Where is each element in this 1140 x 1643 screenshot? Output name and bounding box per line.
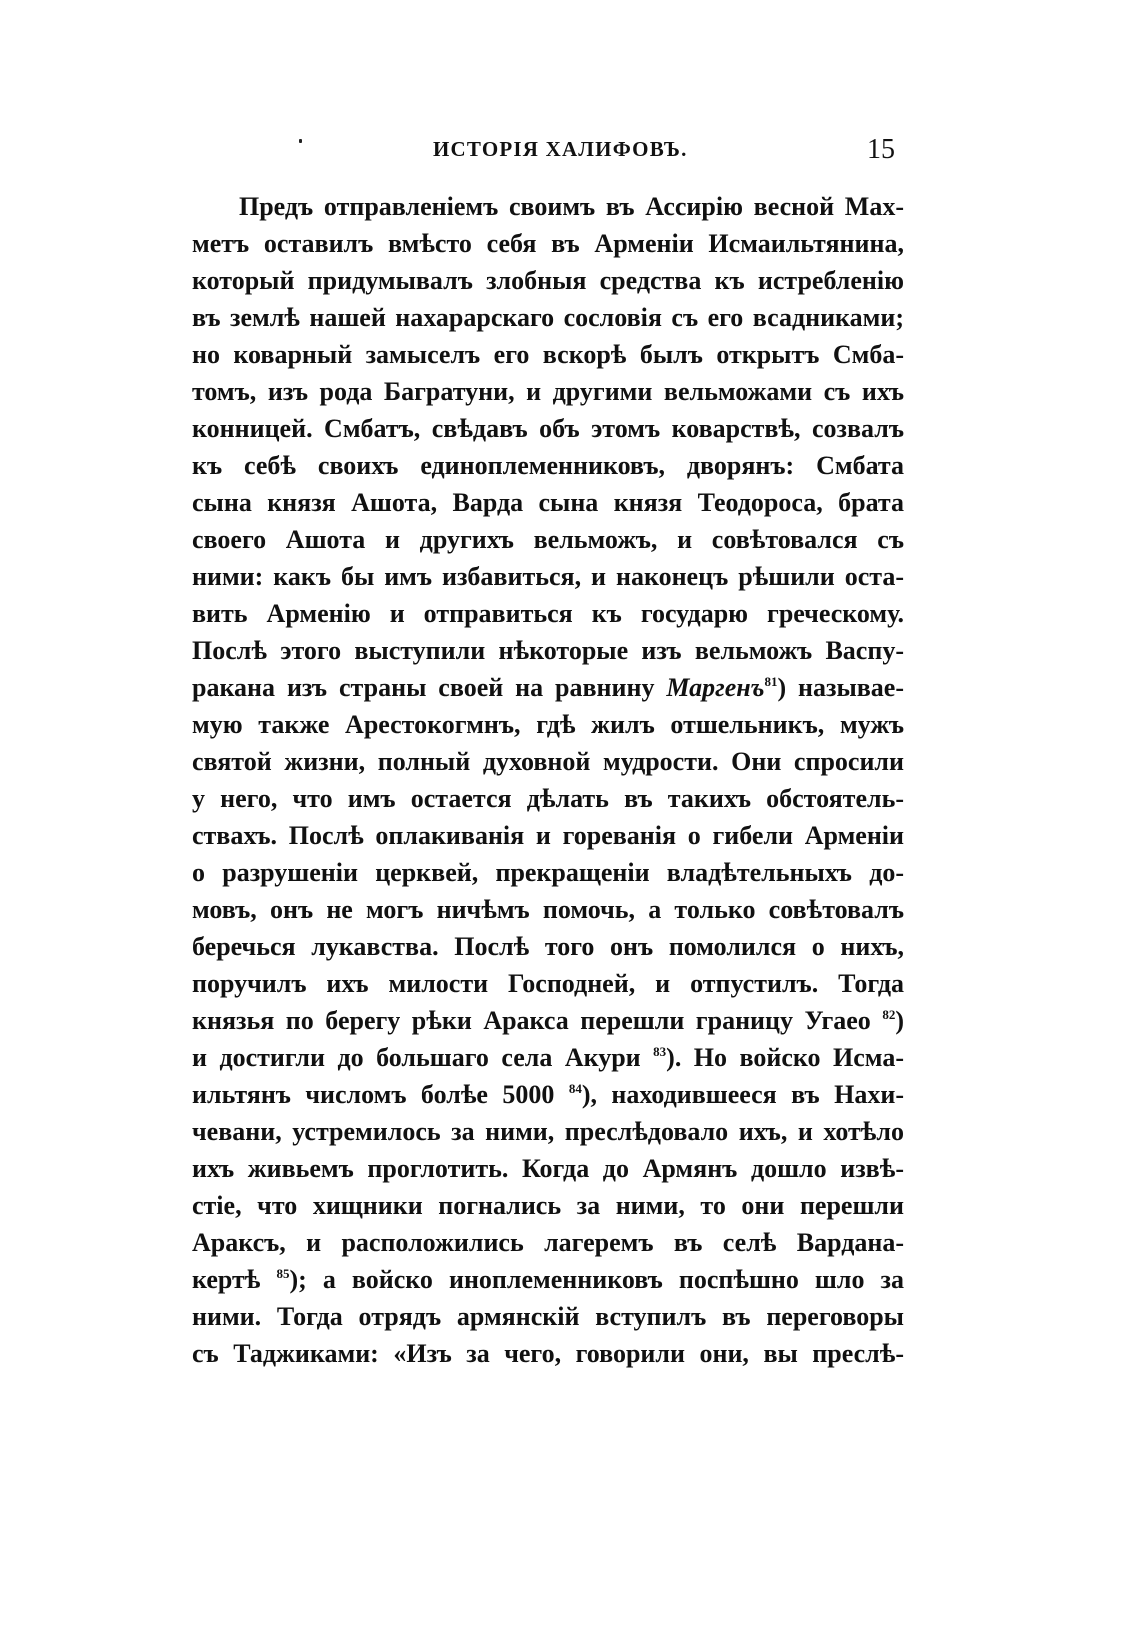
text-line xyxy=(192,1076,904,1113)
text-line xyxy=(192,373,904,410)
footnote-ref: 83 xyxy=(653,1044,667,1059)
text-line xyxy=(192,965,904,1002)
text-line xyxy=(192,262,904,299)
text-line xyxy=(192,706,904,743)
text-segment: ними. Тогда отрядъ армянскій вступилъ въ переговоры xyxy=(192,1302,904,1331)
text-segment: томъ, изъ рода Багратуни, и другими вельможами съ ихъ xyxy=(192,377,904,406)
text-segment: ихъ живьемъ проглотить. Когда до Армянъ дошло извѣ- xyxy=(192,1154,904,1183)
text-line xyxy=(192,854,904,891)
text-segment: вить Арменію и отправиться къ государю греческому. xyxy=(192,599,904,628)
text-line xyxy=(192,1113,904,1150)
footnote-ref: 85 xyxy=(276,1266,290,1281)
text-segment: ) xyxy=(895,1006,904,1035)
text-segment: съ Таджиками: «Изъ за чего, говорили они, вы преслѣ- xyxy=(192,1339,904,1368)
text-segment: стіе, что хищники погнались за ними, то они перешли xyxy=(192,1191,904,1220)
text-segment: который придумывалъ злобныя средства къ истребленію xyxy=(192,266,904,295)
text-segment: сына князя Ашота, Варда сына князя Теодороса, брата xyxy=(192,488,904,517)
text-segment: поручилъ ихъ милости Господней, и отпустилъ. Тогда xyxy=(192,969,904,998)
text-segment: въ землѣ нашей нахарарскаго сословія съ его всадниками; xyxy=(192,303,904,332)
text-segment: Араксъ, и расположились лагеремъ въ селѣ Вардана- xyxy=(192,1228,904,1257)
text-segment: къ себѣ своихъ единоплеменниковъ, дворянъ: Смбата xyxy=(192,451,904,480)
text-line xyxy=(192,558,904,595)
footnote-ref: 82 xyxy=(882,1007,896,1022)
text-line xyxy=(192,780,904,817)
footnote-ref: 84 xyxy=(568,1081,582,1096)
text-line xyxy=(192,1187,904,1224)
text-segment: ) называе- xyxy=(777,673,904,702)
text-line xyxy=(192,817,904,854)
text-line xyxy=(192,1298,904,1335)
text-line xyxy=(192,1261,904,1298)
italic-place-name: Маргенъ xyxy=(666,673,765,702)
page-number: 15 xyxy=(867,134,895,165)
text-segment: своего Ашота и другихъ вельможъ, и совѣтовался съ xyxy=(192,525,904,554)
text-segment: ракана изъ страны своей на равнину xyxy=(192,673,667,702)
text-line xyxy=(192,1224,904,1261)
body-text xyxy=(192,188,904,1372)
text-segment: ствахъ. Послѣ оплакиванія и горeванія о гибели Арменіи xyxy=(192,821,904,850)
text-line xyxy=(192,928,904,965)
text-segment: о разрушеніи церквей, прекращеніи владѣтельныхъ до- xyxy=(192,858,904,887)
text-segment: Послѣ этого выступили нѣкоторые изъ вельможъ Васпу- xyxy=(192,636,904,665)
text-segment: ); а войско иноплеменниковъ поспѣшно шло за xyxy=(289,1265,904,1294)
text-segment: кертѣ xyxy=(192,1265,277,1294)
text-segment: мую также Арестокогмнъ, гдѣ жилъ отшельникъ, мужъ xyxy=(192,710,904,739)
text-segment: святой жизни, полный духовной мудрости. Они спросили xyxy=(192,747,904,776)
text-line xyxy=(192,1150,904,1187)
text-line xyxy=(192,484,904,521)
text-segment: мовъ, онъ не могъ ничѣмъ помочь, а только совѣтовалъ xyxy=(192,895,904,924)
text-line xyxy=(192,669,904,706)
text-segment: князья по берегу рѣки Аракса перешли границу Угаео xyxy=(192,1006,883,1035)
text-segment: ), находившееся въ Нахи- xyxy=(581,1080,904,1109)
text-line xyxy=(192,632,904,669)
text-line xyxy=(192,891,904,928)
print-speck xyxy=(299,139,302,143)
text-segment: ильтянъ числомъ болѣе 5000 xyxy=(192,1080,569,1109)
text-line xyxy=(192,336,904,373)
text-line xyxy=(192,447,904,484)
text-segment: Предъ отправленіемъ своимъ въ Ассирію весной Мах- xyxy=(239,192,904,221)
text-line xyxy=(192,1002,904,1039)
text-line xyxy=(192,1039,904,1076)
text-line xyxy=(192,521,904,558)
text-segment: ними: какъ бы имъ избавиться, и наконецъ рѣшили оста- xyxy=(192,562,904,591)
text-line xyxy=(192,595,904,632)
running-head: ИСТОРІЯ ХАЛИФОВЪ. xyxy=(433,137,688,161)
text-line xyxy=(192,188,904,225)
text-segment: но коварный замыселъ его вскорѣ былъ открытъ Смба- xyxy=(192,340,904,369)
text-line xyxy=(192,410,904,447)
text-segment: ). Но войско Исма- xyxy=(666,1043,904,1072)
footnote-ref: 81 xyxy=(764,674,778,689)
text-segment: метъ оставилъ вмѣсто себя въ Арменіи Исмаильтянина, xyxy=(192,229,904,258)
text-line xyxy=(192,1335,904,1372)
text-line xyxy=(192,225,904,262)
text-line xyxy=(192,299,904,336)
text-segment: и достигли до большаго села Акури xyxy=(192,1043,654,1072)
text-line xyxy=(192,743,904,780)
text-segment: у него, что имъ остается дѣлать въ такихъ обстоятель- xyxy=(192,784,904,813)
text-segment: чевани, устремилось за ними, преслѣдовало ихъ, и хотѣло xyxy=(192,1117,904,1146)
text-segment: беречься лукавства. Послѣ того онъ помолился о нихъ, xyxy=(192,932,904,961)
text-segment: конницей. Смбатъ, свѣдавъ объ этомъ коварствѣ, созвалъ xyxy=(192,414,904,443)
